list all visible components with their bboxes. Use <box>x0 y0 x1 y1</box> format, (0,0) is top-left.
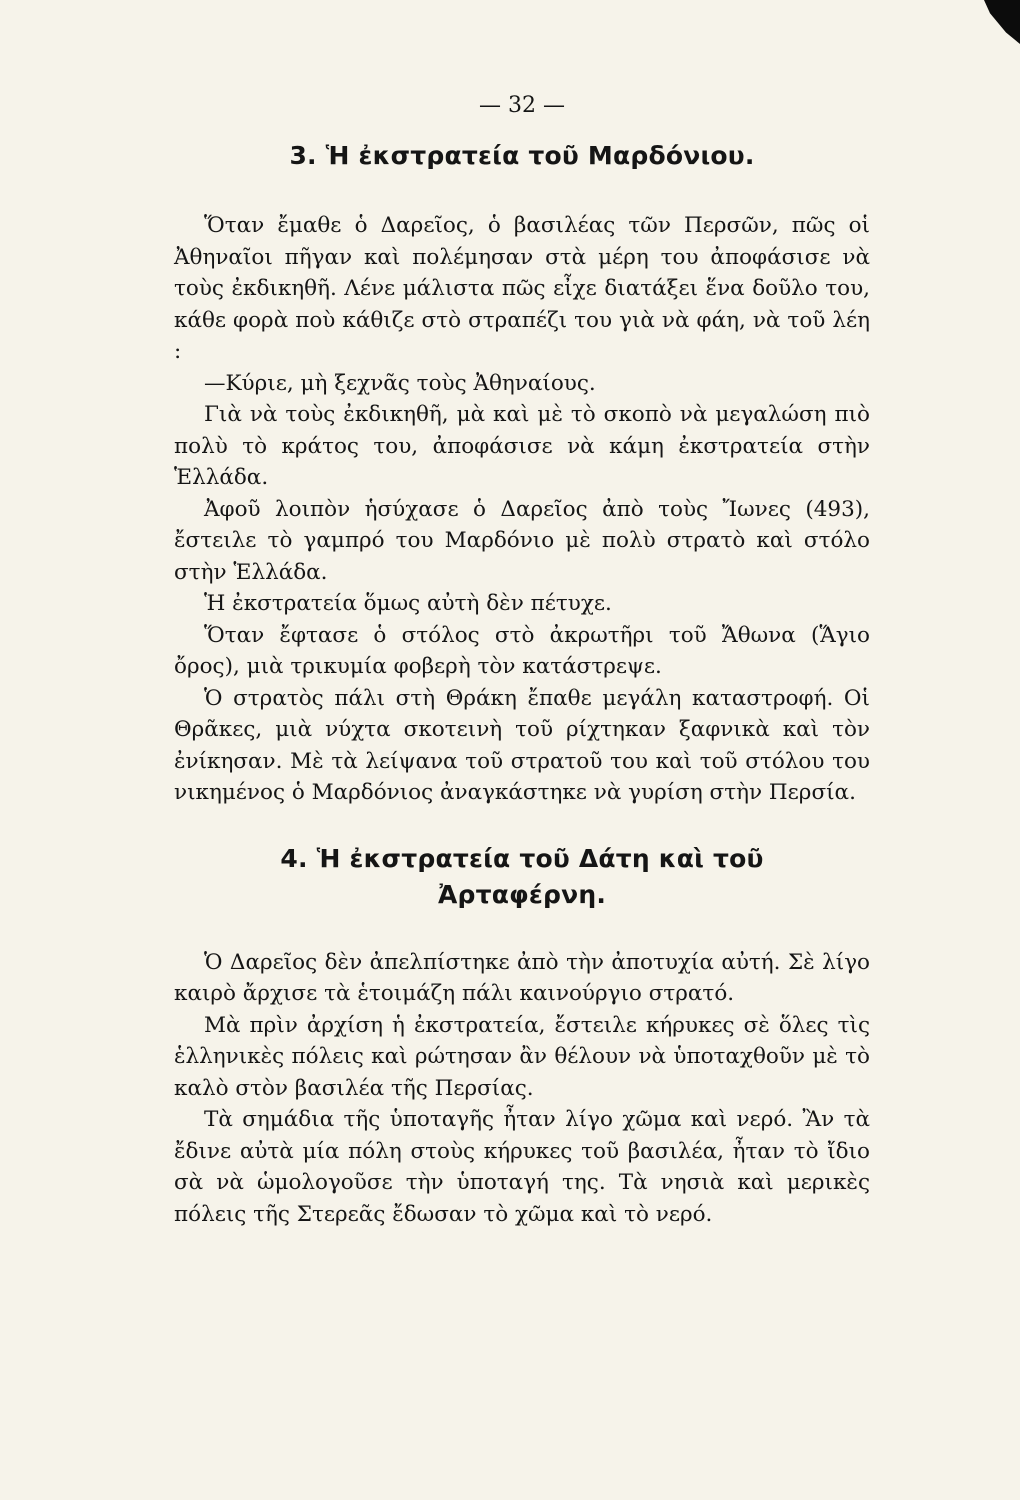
paragraph: Γιὰ νὰ τοὺς ἐκδικηθῆ, μὰ καὶ μὲ τὸ σκοπὸ νὰ μεγαλώση πιὸ πολὺ τὸ κράτος του, ἀποφάσισε νὰ κάμη ἐκστρατεία στὴν Ἑλλάδα. <box>174 402 870 490</box>
section-body <box>174 210 870 809</box>
paragraph: Τὰ σημάδια τῆς ὑποταγῆς ἦταν λίγο χῶμα καὶ νερό. Ἂν τὰ ἔδινε αὐτὰ μία πόλη στοὺς κήρυκες τοῦ βασιλέα, ἦταν τὸ ἴδιο σὰ νὰ ὡμολογοῦσε τὴν ὑποταγή της. Τὰ νησιὰ καὶ μερικὲς πόλεις τῆς Στερεᾶς ἔδωσαν τὸ χῶμα καὶ τὸ νερό. <box>174 1107 870 1227</box>
page-number: — 32 — <box>479 93 565 118</box>
paragraph: Ὅταν ἔμαθε ὁ Δαρεῖος, ὁ βασιλέας τῶν Περσῶν, πῶς οἱ Ἀθηναῖοι πῆγαν καὶ πολέμησαν στὰ μέρη του ἀποφάσισε νὰ τοὺς ἐκδικηθῆ. Λένε μάλιστα πῶς εἶχε διατάξει ἕνα δοῦλο του, κάθε φορὰ ποὺ κάθιζε στὸ στραπέζι του γιὰ νὰ φάη, νὰ τοῦ λέη : <box>174 213 870 364</box>
paragraph: Μὰ πρὶν ἀρχίση ἡ ἐκστρατεία, ἔστειλε κήρυκες σὲ ὅλες τὶς ἑλληνικὲς πόλεις καὶ ρώτησαν ἂν θέλουν νὰ ὑποταχθοῦν μὲ τὸ καλὸ στὸν βασιλέα τῆς Περσίας. <box>174 1012 870 1101</box>
section-title-line: 4. Ἡ ἐκστρατεία τοῦ Δάτη καὶ τοῦ <box>280 843 764 873</box>
section-body <box>174 947 870 1231</box>
dialogue-line: —Κύριε, μὴ ξεχνᾶς τοὺς Ἀθηναίους. <box>204 370 596 396</box>
paragraph: Ὅταν ἔφτασε ὁ στόλος στὸ ἀκρωτῆρι τοῦ Ἄθωνα (Ἅγιο ὄρος), μιὰ τρικυμία φοβερὴ τὸν κατάστρεψε. <box>174 622 870 679</box>
section-title-line: Ἀρταφέρνη. <box>437 879 607 909</box>
book-page <box>174 88 870 1230</box>
paragraph: Ἀφοῦ λοιπὸν ἡσύχασε ὁ Δαρεῖος ἀπὸ τοὺς Ἴωνες (493), ἔστειλε τὸ γαμπρό του Μαρδόνιο μὲ πολὺ στρατὸ καὶ στόλο στὴν Ἑλλάδα. <box>174 496 870 585</box>
section-datis-artaphernes <box>174 841 870 1231</box>
section-title: 3. Ἡ ἐκστρατεία τοῦ Μαρδόνιου. <box>289 141 755 170</box>
paragraph: Ἡ ἐκστρατεία ὅμως αὐτὴ δὲν πέτυχε. <box>204 591 612 616</box>
section-mardonius <box>174 138 870 809</box>
scan-corner-mark <box>970 0 1020 44</box>
paragraph: Ὁ Δαρεῖος δὲν ἀπελπίστηκε ἀπὸ τὴν ἀποτυχία αὐτή. Σὲ λίγο καιρὸ ἄρχισε τὰ ἑτοιμάζη πάλι καινούργιο στρατό. <box>174 949 870 1006</box>
paragraph: Ὁ στρατὸς πάλι στὴ Θράκη ἔπαθε μεγάλη καταστροφή. Οἱ Θρᾶκες, μιὰ νύχτα σκοτεινὴ τοῦ ρίχτηκαν ξαφνικὰ καὶ τὸν ἐνίκησαν. Μὲ τὰ λείψανα τοῦ στρατοῦ του καὶ τοῦ στόλου του νικημένος ὁ Μαρδόνιος ἀναγκάστηκε νὰ γυρίση στὴν Περσία. <box>174 685 870 805</box>
section-title <box>174 841 870 913</box>
